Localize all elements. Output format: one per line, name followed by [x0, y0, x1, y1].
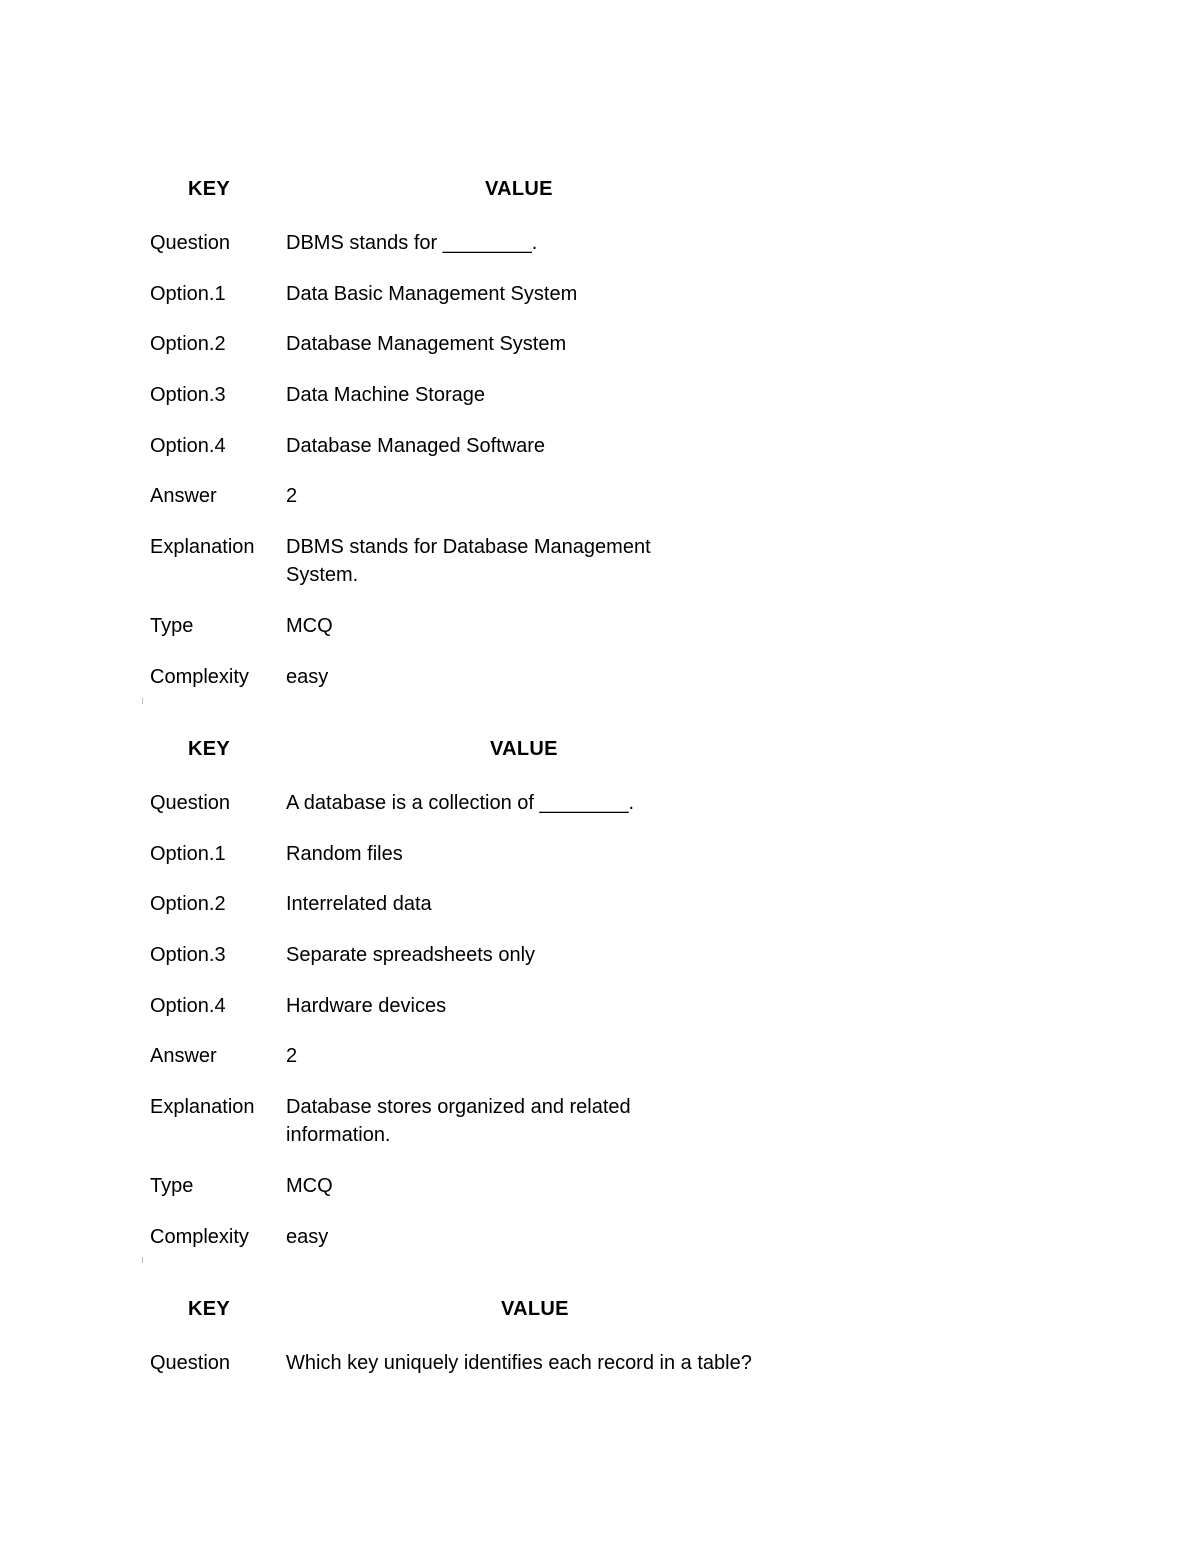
value-column-header: VALUE	[490, 738, 558, 760]
table-header	[150, 1298, 850, 1324]
table-row	[150, 1093, 850, 1149]
row-value: DBMS stands for ________.	[286, 232, 538, 254]
row-value: DBMS stands for Database Management System.	[286, 536, 651, 587]
table-row	[150, 381, 850, 409]
row-key: Question	[150, 792, 231, 814]
table-header	[150, 738, 850, 764]
row-key: Type	[150, 1174, 194, 1197]
table-row	[150, 280, 850, 308]
row-key: Type	[150, 614, 194, 637]
key-column-header: KEY	[188, 1298, 231, 1320]
table-row	[150, 482, 850, 510]
table-row	[150, 789, 850, 817]
table-row	[150, 1172, 850, 1200]
table-row	[150, 612, 850, 640]
row-key: Question	[150, 232, 231, 254]
row-value: Random files	[286, 842, 403, 865]
row-value: easy	[286, 1225, 329, 1248]
table-row	[150, 1042, 850, 1070]
table-row	[150, 1349, 850, 1377]
row-value: Separate spreadsheets only	[286, 944, 536, 967]
row-value: Hardware devices	[286, 994, 447, 1017]
paragraph-marker	[142, 698, 143, 704]
row-value: Database Management System	[286, 333, 567, 356]
row-key: Option.3	[150, 384, 226, 407]
row-value: easy	[286, 665, 329, 688]
row-key: Complexity	[150, 665, 249, 688]
row-key: Answer	[150, 1045, 217, 1068]
row-value: Data Machine Storage	[286, 384, 486, 407]
table-row	[150, 432, 850, 460]
row-value: 2	[286, 1045, 298, 1068]
table-row	[150, 330, 850, 358]
row-key: Explanation	[150, 1096, 255, 1119]
row-key: Option.2	[150, 333, 226, 356]
key-column-header: KEY	[188, 738, 231, 760]
row-value: Interrelated data	[286, 893, 432, 916]
value-column-header: VALUE	[485, 178, 553, 200]
table-row	[150, 229, 850, 257]
row-value: A database is a collection of ________.	[286, 792, 635, 814]
table-row	[150, 1223, 850, 1251]
row-key: Answer	[150, 485, 217, 508]
table-row	[150, 663, 850, 691]
row-value: MCQ	[286, 614, 333, 637]
row-value: Which key uniquely identifies each record in a table?	[286, 1352, 752, 1374]
row-value: 2	[286, 485, 298, 508]
row-key: Option.2	[150, 893, 226, 916]
row-key: Option.4	[150, 994, 226, 1017]
table-row	[150, 840, 850, 868]
row-value: Database stores organized and related information.	[286, 1096, 631, 1147]
row-key: Option.1	[150, 282, 226, 305]
row-value: MCQ	[286, 1174, 333, 1197]
value-column-header: VALUE	[501, 1298, 569, 1320]
row-key: Question	[150, 1352, 231, 1374]
paragraph-marker	[142, 1257, 143, 1263]
question-table-1	[150, 178, 850, 713]
table-row	[150, 533, 850, 589]
table-row	[150, 941, 850, 969]
row-key: Complexity	[150, 1225, 249, 1248]
row-key: Explanation	[150, 536, 255, 559]
row-key: Option.3	[150, 944, 226, 967]
row-key: Option.4	[150, 434, 226, 457]
table-row	[150, 890, 850, 918]
key-column-header: KEY	[188, 178, 231, 200]
row-key: Option.1	[150, 842, 226, 865]
row-value: Data Basic Management System	[286, 282, 578, 305]
question-table-3	[150, 1298, 850, 1400]
table-header	[150, 178, 850, 204]
row-value: Database Managed Software	[286, 434, 546, 457]
table-row	[150, 992, 850, 1020]
question-table-2	[150, 738, 850, 1273]
